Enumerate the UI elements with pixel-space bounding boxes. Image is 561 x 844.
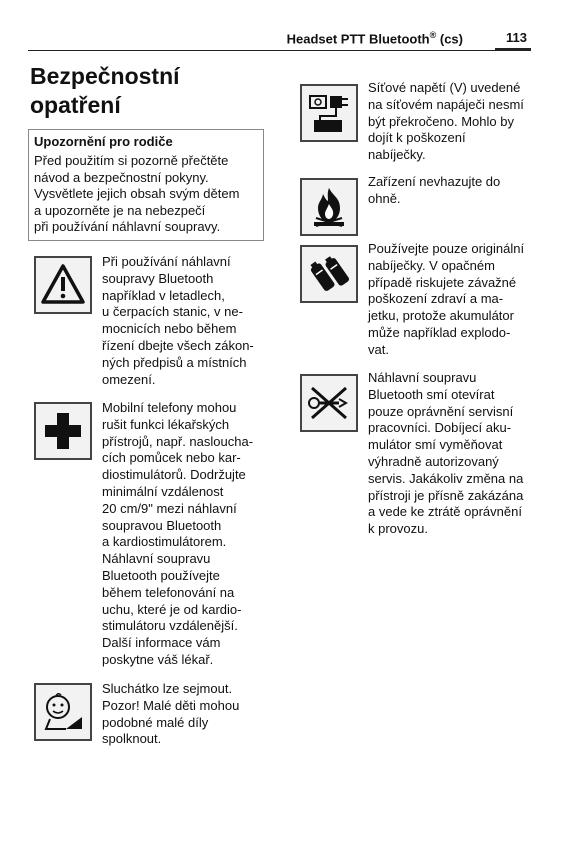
safety-text: Síťové napětí (V) uvedené na síťovém napáječi nesmí být překročeno. Mohlo by dojít k poškození nabíječky. [368,80,524,163]
baby-choking-icon [34,683,92,741]
section-heading: Bezpečnostní opatření [30,63,180,118]
notice-title: Upozornění pro rodiče [34,134,173,149]
parents-notice-box [28,129,264,241]
medical-cross-icon [34,402,92,460]
page-number-underline [495,48,531,51]
safety-text: Zařízení nevhazujte do ohně. [368,174,501,206]
safety-text: Náhlavní soupravu Bluetooth smí otevírat pouze oprávnění servisní pracovníci. Dobíjecí aku- mulátor smí vyměňovat výhradně autorizovaný servis. Jakákoliv změna na přístroji je přísně zakázána a vede ke ztrátě oprávnění k provozu. [368,370,524,537]
no-tools-icon [300,374,358,432]
header-title: Headset PTT Bluetooth® (cs) [286,30,463,47]
warning-triangle-icon [34,256,92,314]
safety-text: Sluchátko lze sejmout. Pozor! Malé děti mohou podobné malé díly spolknout. [102,681,240,747]
page-number: 113 [506,30,527,45]
safety-text: Při používání náhlavní soupravy Bluetooth například v letadlech, u čerpacích stanic, v ne- mocnicích nebo během řízení dbejte všech zákon- ných předpisů a místních omezení. [102,254,254,387]
notice-body: Před použitím si pozorně přečtěte návod a bezpečnostní pokyny. Vysvětlete jejich obsah svým dětem a upozorněte je na nebezpečí při používání náhlavní soupravy. [34,153,240,235]
fire-icon [300,178,358,236]
header-rule [28,50,531,51]
safety-text: Používejte pouze originální nabíječky. V opačném případě riskujete závažné poškození zdraví a ma- jetku, protože akumulátor může například explodo- vat. [368,241,525,357]
batteries-icon [300,245,358,303]
safety-text: Mobilní telefony mohou rušit funkci lékařských přístrojů, např. naslouchа- cích pomůcek nebo kar- diostimulátorů. Dodržujte minimální vzdálenost 20 cm/9" mezi náhlavní soupravou Bluetooth a kardiostimulátorem. Náhlavní soupravu Bluetooth používejte během telefonování na uchu, které je od kardio- stimulátoru vzdálenější. Další informace vám poskytne váš lékař. [102,400,254,667]
page-header [0,26,561,46]
power-adapter-icon [300,84,358,142]
